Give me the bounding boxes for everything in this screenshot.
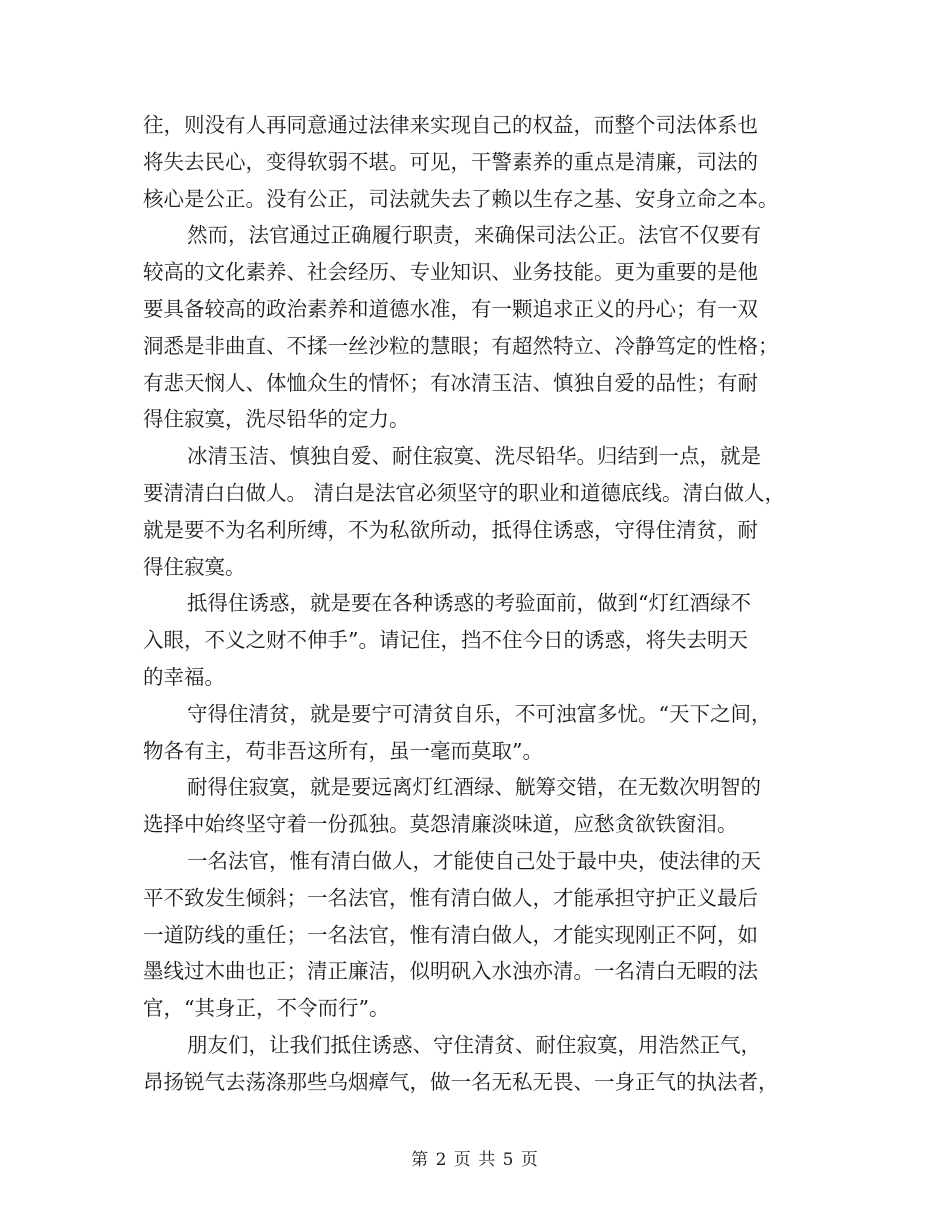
text-line: 核心是公正。没有公正，司法就失去了赖以生存之基、安身立命之本。 [143,186,779,211]
page-footer: 第 2 页 共 5 页 [411,1150,539,1170]
text-line: 较高的文化素养、社会经历、专业知识、业务技能。更为重要的是他 [143,260,758,285]
text-line: 一道防线的重任；一名法官，惟有清白做人，才能实现刚正不阿，如 [143,922,758,947]
text-line: 选择中始终坚守着一份孤独。莫怨清廉淡味道，应愁贪欲铁窗泪。 [143,812,738,837]
text-line: 将失去民心，变得软弱不堪。可见，干警素养的重点是清廉，司法的 [143,149,758,174]
text-line: 要具备较高的政治素养和道德水准，有一颗追求正义的丹心；有一双 [143,296,758,321]
text-line: 入眼，不义之财不伸手”。请记住，挡不住今日的诱惑，将失去明天 [143,628,748,653]
paragraph-first-line: 然而，法官通过正确履行职责，来确保司法公正。法官不仅要有 [187,223,761,248]
text-line: 墨线过木曲也正；清正廉洁，似明矾入水浊亦清。一名清白无暇的法 [143,959,758,984]
text-line: 得住寂寞，洗尽铅华的定力。 [143,407,410,432]
text-line: 昂扬锐气去荡涤那些乌烟瘴气，做一名无私无畏、一身正气的执法者， [143,1069,779,1094]
text-line: 的幸福。 [143,664,225,689]
text-line: 得住寂寞。 [143,554,246,579]
paragraph-first-line: 朋友们，让我们抵住诱惑、守住清贫、耐住寂寞，用浩然正气， [187,1032,761,1057]
paragraph-first-line: 冰清玉洁、慎独自爱、耐住寂寞、洗尽铅华。归结到一点，就是 [187,444,761,469]
document-body [143,107,815,1101]
paragraph-first-line: 耐得住寂寞，就是要远离灯红酒绿、觥筹交错，在无数次明智的 [187,775,761,800]
paragraph-first-line: 守得住清贫，就是要宁可清贫自乐，不可浊富多忧。“天下之间， [187,701,772,726]
paragraph-first-line: 一名法官，惟有清白做人，才能使自己处于最中央，使法律的天 [187,848,761,873]
text-line: 往，则没有人再同意通过法律来实现自己的权益，而整个司法体系也 [143,113,758,137]
text-line: 洞悉是非曲直、不揉一丝沙粒的慧眼；有超然特立、冷静笃定的性格； [143,333,779,358]
text-line: 官，“其身正，不令而行”。 [143,996,390,1021]
text-line: 要清清白白做人。 清白是法官必须坚守的职业和道德底线。清白做人， [143,480,786,505]
text-line: 有悲天悯人、体恤众生的情怀；有冰清玉洁、慎独自爱的品性；有耐 [143,370,758,395]
paragraph-first-line: 抵得住诱惑，就是要在各种诱惑的考验面前，做到“灯红酒绿不 [187,591,751,616]
text-line: 平不致发生倾斜；一名法官，惟有清白做人，才能承担守护正义最后 [143,885,758,910]
text-line: 物各有主，苟非吾这所有，虽一毫而莫取”。 [143,738,543,763]
text-line: 就是要不为名利所缚，不为私欲所动，抵得住诱惑，守得住清贫，耐 [143,517,758,542]
